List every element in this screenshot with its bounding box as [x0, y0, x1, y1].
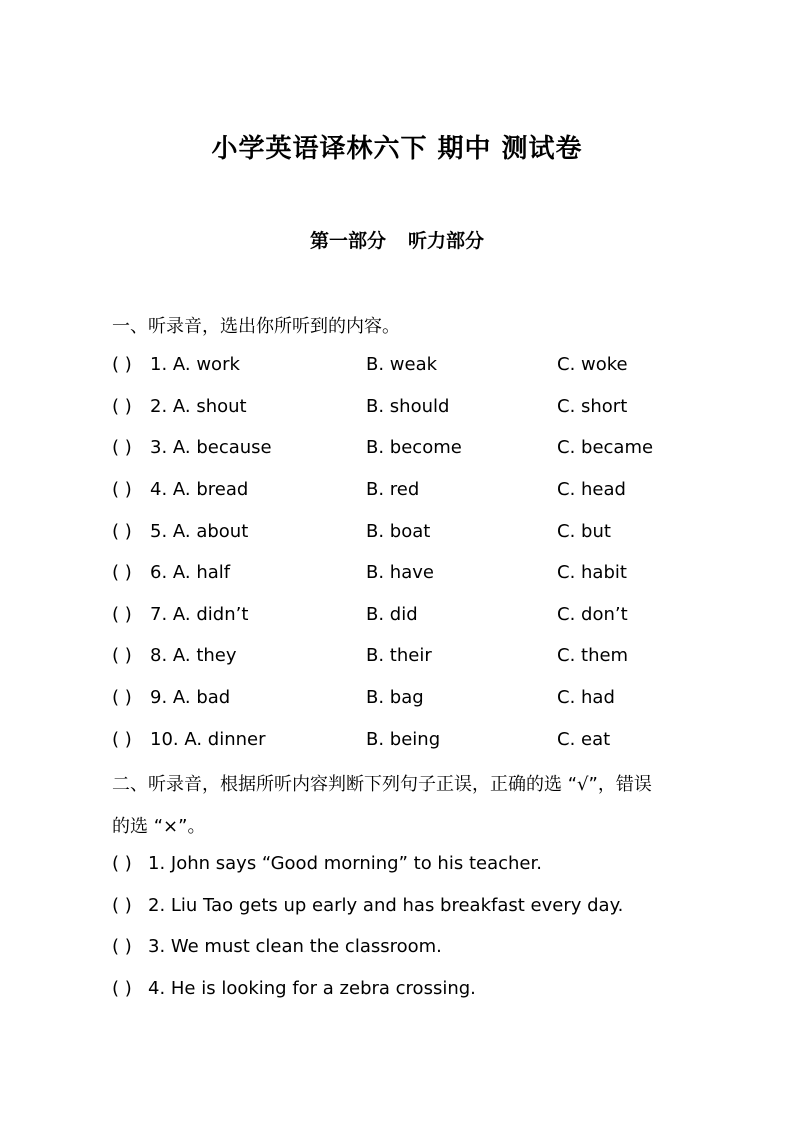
option-a: 8. A. they: [150, 645, 237, 666]
option-a: 1. A. work: [150, 354, 240, 375]
part-one-heading: [0, 226, 794, 253]
answer-blank: ( ): [112, 437, 132, 458]
statement-row-4: [112, 978, 476, 999]
option-c: C. had: [557, 687, 615, 708]
mcq-row-5: [112, 521, 712, 545]
option-b: B. become: [366, 437, 462, 458]
mcq-row-8: [112, 645, 712, 669]
mcq-row-4: [112, 479, 712, 503]
option-b: B. red: [366, 479, 420, 500]
section2-instruction-line2: 的选 “×”。: [112, 816, 206, 837]
answer-blank: ( ): [112, 729, 132, 750]
option-c: C. them: [557, 645, 629, 666]
answer-blank: ( ): [112, 687, 132, 708]
mcq-row-6: [112, 562, 712, 586]
statement-text: 4. He is looking for a zebra crossing.: [148, 978, 476, 999]
option-a: 5. A. about: [150, 521, 249, 542]
mcq-row-9: [112, 687, 712, 711]
option-c: C. don’t: [557, 604, 628, 625]
option-b: B. their: [366, 645, 432, 666]
option-c: C. short: [557, 396, 628, 417]
answer-blank: ( ): [112, 978, 132, 999]
answer-blank: ( ): [112, 895, 132, 916]
option-b: B. weak: [366, 354, 438, 375]
answer-blank: ( ): [112, 645, 132, 666]
option-a: 2. A. shout: [150, 396, 247, 417]
option-b: B. should: [366, 396, 450, 417]
option-c: C. woke: [557, 354, 628, 375]
mcq-row-3: [112, 437, 712, 461]
option-b: B. boat: [366, 521, 431, 542]
option-a: 4. A. bread: [150, 479, 249, 500]
option-a: 10. A. dinner: [150, 729, 266, 750]
statement-row-3: [112, 936, 442, 957]
answer-blank: ( ): [112, 521, 132, 542]
statement-text: 1. John says “Good morning” to his teacher.: [148, 853, 542, 874]
statement-text: 2. Liu Tao gets up early and has breakfast every day.: [148, 895, 624, 916]
answer-blank: ( ): [112, 354, 132, 375]
mcq-row-10: [112, 729, 712, 753]
option-b: B. did: [366, 604, 418, 625]
exam-title: 小学英语译林六下 期中 测试卷: [211, 134, 583, 164]
part-one-label: 第一部分: [309, 230, 386, 252]
answer-blank: ( ): [112, 396, 132, 417]
mcq-row-1: [112, 354, 712, 378]
part-one-name: 听力部分: [408, 230, 485, 252]
mcq-row-2: [112, 396, 712, 420]
answer-blank: ( ): [112, 562, 132, 583]
mcq-row-7: [112, 604, 712, 628]
option-c: C. head: [557, 479, 626, 500]
answer-blank: ( ): [112, 604, 132, 625]
option-a: 9. A. bad: [150, 687, 231, 708]
statement-row-1: [112, 853, 542, 874]
option-a: 7. A. didn’t: [150, 604, 249, 625]
option-b: B. bag: [366, 687, 424, 708]
option-c: C. eat: [557, 729, 611, 750]
statement-text: 3. We must clean the classroom.: [148, 936, 442, 957]
option-a: 6. A. half: [150, 562, 231, 583]
answer-blank: ( ): [112, 936, 132, 957]
option-c: C. became: [557, 437, 654, 458]
option-c: C. but: [557, 521, 611, 542]
option-b: B. have: [366, 562, 434, 583]
option-b: B. being: [366, 729, 441, 750]
section1-instruction: 一、听录音，选出你所听到的内容。: [112, 316, 400, 337]
answer-blank: ( ): [112, 853, 132, 874]
option-c: C. habit: [557, 562, 627, 583]
option-a: 3. A. because: [150, 437, 272, 458]
section2-instruction-line1: 二、听录音，根据所听内容判断下列句子正误，正确的选 “√”，错误: [112, 774, 652, 795]
answer-blank: ( ): [112, 479, 132, 500]
statement-row-2: [112, 895, 623, 916]
